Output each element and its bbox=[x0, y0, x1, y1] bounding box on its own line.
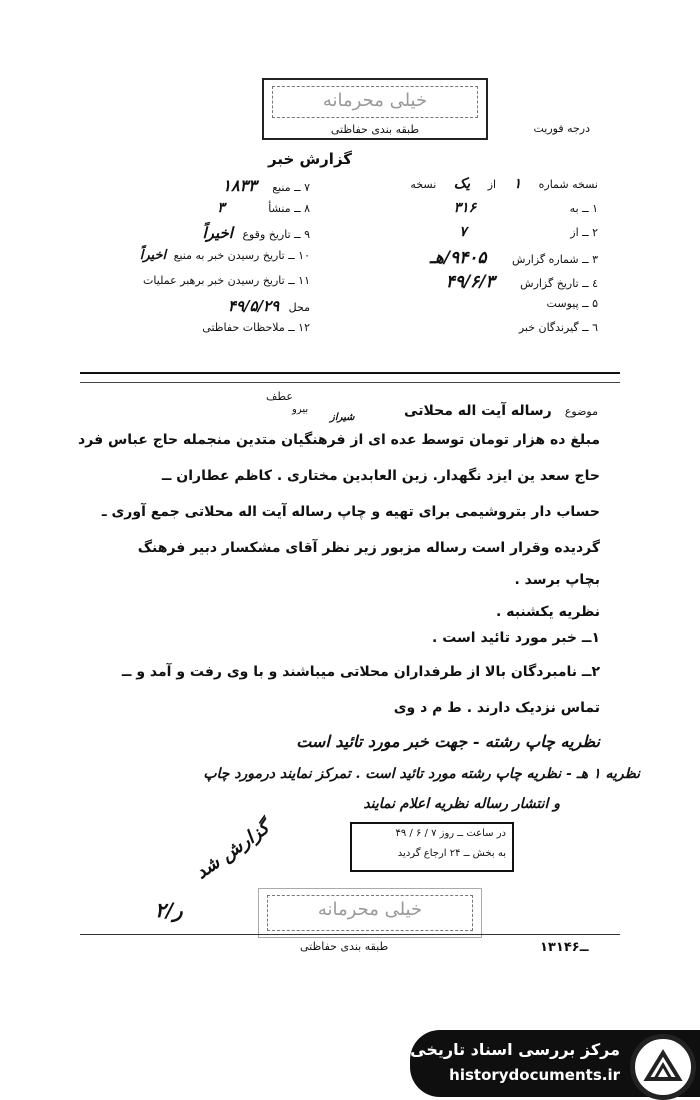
field-to bbox=[454, 200, 598, 216]
field-security-notes-label: ۱۲ ــ ملاحظات حفاظتی bbox=[202, 321, 310, 334]
field-from-value: ۷ bbox=[459, 224, 467, 240]
handwritten-signature: گزارش شد bbox=[191, 817, 274, 884]
field-report-date bbox=[446, 272, 598, 292]
receipt-stamp-line1: در ساعت ــ روز ۷ / ۶ / ۴۹ bbox=[395, 828, 506, 839]
divider-line-1 bbox=[80, 372, 620, 374]
body-line-1: مبلغ ده هزار تومان توسط عده ای از فرهنگیان متدین منجمله حاج عباس فرد bbox=[78, 432, 600, 448]
receipt-stamp bbox=[350, 822, 514, 872]
subject-label: موضوع bbox=[564, 405, 598, 418]
field-recipients-label: ٦ ــ گیرندگان خبر bbox=[518, 321, 598, 334]
field-occurrence-date-value: اخیراً bbox=[202, 224, 233, 242]
classification-stamp-bottom bbox=[258, 888, 482, 938]
field-place-value: ۴۹/۵/۲۹ bbox=[227, 297, 280, 315]
classification-caption-bottom: طبقه بندی حفاظتی bbox=[300, 940, 389, 953]
field-report-number-value: ۹۴۰۵/هـ bbox=[429, 248, 487, 268]
field-occurrence-date-label: ۹ ــ تاریخ وقوع bbox=[242, 228, 310, 241]
field-report-date-value: ۴۹/۶/۳ bbox=[445, 272, 495, 292]
of-label: از bbox=[487, 178, 497, 191]
copy-label: نسخه شماره bbox=[538, 178, 598, 191]
handwritten-note-3: و انتشار رساله نظریه اعلام نمایند bbox=[363, 796, 560, 812]
field-received-by-source bbox=[140, 248, 310, 263]
field-attachment bbox=[547, 297, 598, 310]
field-to-value: ۳۱۶ bbox=[453, 200, 477, 216]
point-1: ۱ــ خبر مورد تائید است . bbox=[432, 630, 600, 646]
field-received-by-leader bbox=[143, 274, 310, 287]
field-source-value: ۱۸۳۳ bbox=[222, 176, 257, 195]
urgency-label: درجه فوریت bbox=[533, 122, 590, 135]
classification-stamp-top-text: خیلی محرمانه bbox=[272, 86, 478, 118]
field-source-label: ۷ ــ منبع bbox=[272, 181, 310, 194]
field-origin-label: ۸ ــ منشأ bbox=[268, 202, 310, 215]
handwritten-note-2: نظریه ۱ هـ - نظریه چاپ رشته مورد تائید است . تمرکز نمایند درمورد چاپ bbox=[203, 766, 640, 782]
archive-logo-icon bbox=[630, 1034, 696, 1100]
watermark-site: historydocuments.ir bbox=[449, 1066, 620, 1084]
watermark-org-name: مرکز بررسی اسناد تاریخی bbox=[410, 1040, 620, 1059]
field-security-notes bbox=[202, 321, 310, 334]
classification-stamp-top bbox=[262, 78, 488, 140]
shira-note: شیراز bbox=[330, 412, 355, 423]
archive-logo-glyph bbox=[635, 1039, 691, 1095]
field-received-by-source-label: ۱۰ ــ تاریخ رسیدن خبر به منبع bbox=[173, 249, 310, 262]
handwritten-initials: ر/۲ bbox=[155, 898, 183, 922]
field-to-label: ۱ ــ به bbox=[569, 202, 598, 215]
document-number: ۱۳۱ــ۴۶ bbox=[540, 940, 589, 955]
receipt-stamp-line2: به بخش ــ ۲۴ ارجاع گردید bbox=[397, 848, 506, 859]
body-line-5: بچاپ برسد . bbox=[514, 572, 600, 588]
copy-row bbox=[410, 176, 598, 192]
point-2: ۲ــ نامبردگان بالا از طرفداران محلاتی میباشند و با وی رفت و آمد و ــ bbox=[121, 664, 600, 680]
subject-row bbox=[404, 400, 598, 419]
classification-stamp-bottom-text: خیلی محرمانه bbox=[267, 895, 473, 931]
field-place-label: محل bbox=[288, 301, 310, 314]
footer-rule bbox=[80, 934, 620, 935]
field-report-date-label: ٤ ــ تاریخ گزارش bbox=[520, 277, 598, 290]
subject-value: رساله آیت اله محلاتی bbox=[404, 403, 552, 419]
copy-suffix: نسخه bbox=[410, 178, 437, 191]
biro-note: بیرو bbox=[292, 404, 309, 415]
body-line-2: حاج سعد ین ایزد نگهدار. زین العابدین مختاری . کاظم عطاران ــ bbox=[161, 468, 600, 484]
page-title: گزارش خبر bbox=[267, 150, 353, 168]
field-report-number bbox=[430, 248, 598, 268]
field-place bbox=[228, 297, 310, 315]
copy-value: ۱ bbox=[513, 176, 522, 192]
field-origin-value: ۳ bbox=[217, 200, 225, 216]
total-copies: یک bbox=[453, 176, 471, 192]
field-report-number-label: ۳ ــ شماره گزارش bbox=[512, 253, 598, 266]
point-3: تماس نزدیک دارند . ط م د وی bbox=[393, 700, 600, 716]
body-line-3: حساب دار بتروشیمی برای تهیه و چاپ رساله آیت اله محلاتی جمع آوری ـ bbox=[101, 504, 600, 520]
field-received-by-source-value: اخیراً bbox=[139, 248, 167, 263]
body-line-4: گردیده وقرار است رساله مزبور زیر نظر آقای مشکسار دبیر فرهنگ bbox=[137, 540, 600, 556]
field-received-by-leader-label: ۱۱ ــ تاریخ رسیدن خبر برهبر عملیات bbox=[143, 274, 310, 287]
field-occurrence-date bbox=[203, 224, 310, 242]
field-from-label: ۲ ــ از bbox=[570, 226, 598, 239]
field-from bbox=[459, 224, 598, 240]
divider-line-2 bbox=[80, 382, 620, 383]
field-recipients bbox=[519, 321, 598, 334]
opinion-label: نظریه یکشنبه . bbox=[496, 604, 600, 620]
atf-note: عطف bbox=[266, 390, 293, 403]
classification-caption-top: طبقه بندی حفاظتی bbox=[330, 123, 420, 136]
handwritten-note-1: نظریه چاپ رشته - جهت خبر مورد تائید است bbox=[296, 732, 600, 751]
field-attachment-label: ۵ ــ پیوست bbox=[546, 297, 598, 310]
field-origin bbox=[217, 200, 310, 216]
field-source bbox=[222, 176, 310, 195]
